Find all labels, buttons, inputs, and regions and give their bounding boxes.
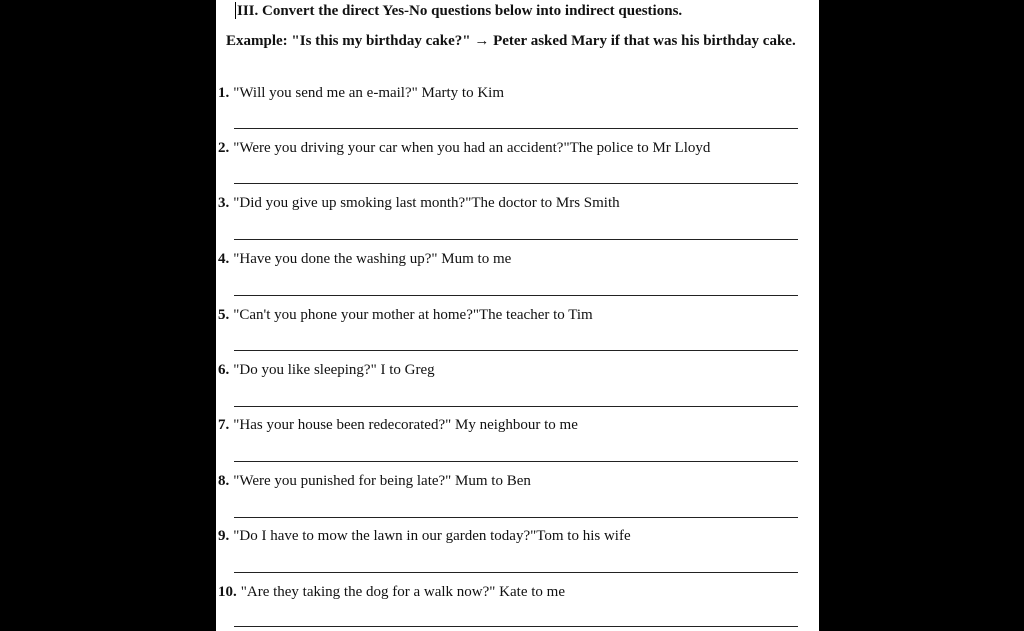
question-number: 3. xyxy=(218,195,230,211)
example-sentence: Example: "Is this my birthday cake?" → Peter asked Mary if that was his birthday cake. xyxy=(226,33,796,49)
question-number: 10. xyxy=(218,584,237,600)
question-number: 8. xyxy=(218,473,230,489)
question-item xyxy=(218,414,578,436)
answer-line[interactable] xyxy=(234,626,798,627)
answer-line[interactable] xyxy=(234,461,798,462)
question-number: 6. xyxy=(218,362,230,378)
document-page xyxy=(216,0,819,631)
question-item xyxy=(218,581,565,603)
question-item xyxy=(218,192,620,214)
answer-line[interactable] xyxy=(234,239,798,240)
question-item xyxy=(218,525,631,547)
question-text: "Has your house been redecorated?" My neighbour to me xyxy=(233,417,578,433)
question-text: "Did you give up smoking last month?"The doctor to Mrs Smith xyxy=(233,195,620,211)
question-item xyxy=(218,359,435,381)
question-item xyxy=(218,137,710,159)
question-text: "Will you send me an e-mail?" Marty to Kim xyxy=(233,85,504,101)
answer-line[interactable] xyxy=(234,295,798,296)
question-number: 5. xyxy=(218,307,230,323)
answer-line[interactable] xyxy=(234,517,798,518)
question-text: "Do I have to mow the lawn in our garden today?"Tom to his wife xyxy=(233,528,631,544)
answer-line[interactable] xyxy=(234,350,798,351)
answer-line[interactable] xyxy=(234,128,798,129)
question-item xyxy=(218,82,504,104)
question-text: "Were you punished for being late?" Mum to Ben xyxy=(233,473,531,489)
question-number: 9. xyxy=(218,528,230,544)
question-item xyxy=(218,248,511,270)
question-text: "Do you like sleeping?" I to Greg xyxy=(233,362,435,378)
question-number: 1. xyxy=(218,85,230,101)
question-item xyxy=(218,470,531,492)
question-number: 2. xyxy=(218,140,230,156)
question-text: "Can't you phone your mother at home?"The teacher to Tim xyxy=(233,307,593,323)
question-number: 7. xyxy=(218,417,230,433)
question-number: 4. xyxy=(218,251,230,267)
section-heading: III. Convert the direct Yes-No questions below into indirect questions. xyxy=(237,3,683,19)
question-text: "Are they taking the dog for a walk now?" Kate to me xyxy=(240,584,565,600)
answer-line[interactable] xyxy=(234,406,798,407)
text-cursor xyxy=(235,2,236,19)
answer-line[interactable] xyxy=(234,183,798,184)
question-item xyxy=(218,304,593,326)
answer-line[interactable] xyxy=(234,572,798,573)
question-text: "Have you done the washing up?" Mum to me xyxy=(233,251,512,267)
question-text: "Were you driving your car when you had an accident?"The police to Mr Lloyd xyxy=(233,140,711,156)
